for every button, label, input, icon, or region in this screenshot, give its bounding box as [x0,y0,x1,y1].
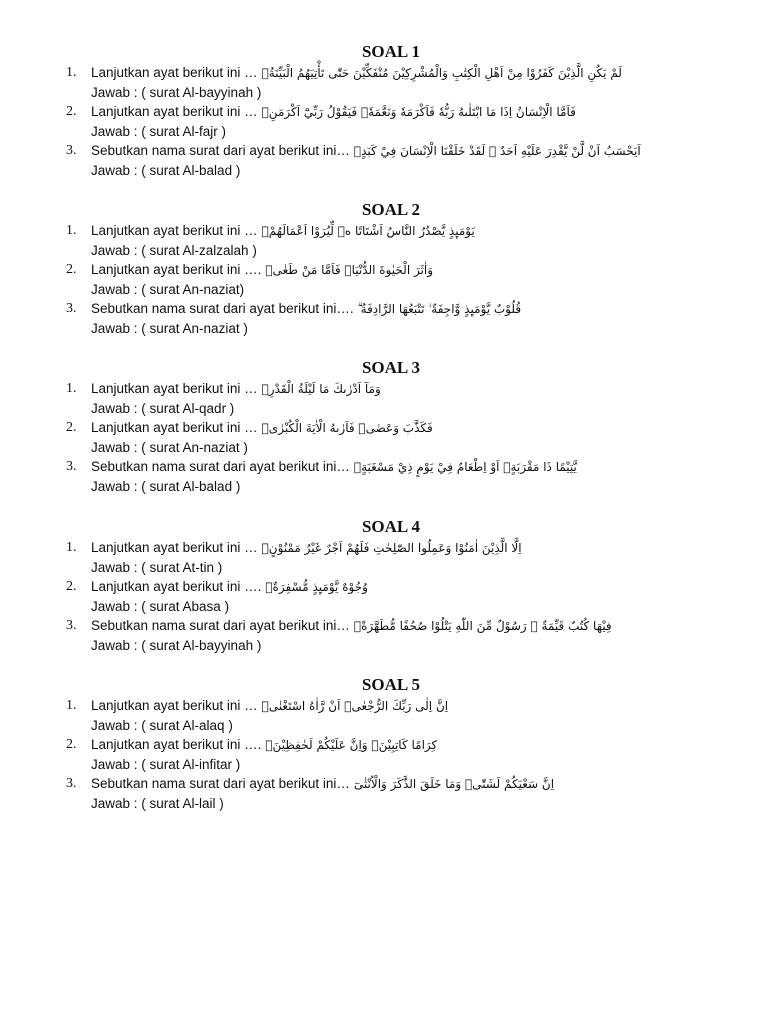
arabic-verse: اِنَّ اِلٰى رَبِّكَ الرُّجْعٰىۗ اَنْ رَّاٰهُ اسْتَغْنٰىۗ [261,699,449,713]
question-item [0,141,768,161]
question-text [91,735,437,755]
question-text [91,616,612,636]
section-title: SOAL 5 [361,675,421,694]
question-prompt: Lanjutkan ayat berikut ini … [91,540,258,555]
question-prompt: Lanjutkan ayat berikut ini …. [91,579,262,594]
arabic-verse: كِرَامًا كَاتِبِيْنَۙ وَاِنَّ عَلَيْكُمْ لَحٰفِظِيْنَۙ [265,738,438,752]
question-prompt: Sebutkan nama surat dari ayat berikut ini… [91,459,350,474]
question-number: 1. [66,65,77,80]
question-number: 2. [66,104,77,119]
arabic-verse: اِنَّ سَعْيَكُمْ لَشَتّٰىۗ وَمَا خَلَقَ الذَّكَرَ وَالْاُنْثٰىٓ [353,777,555,791]
question-prompt: Lanjutkan ayat berikut ini … [91,65,258,80]
question-item [0,102,768,122]
question-item [0,735,768,755]
answer-line: Jawab : ( surat Al-lail ) [91,796,224,811]
answer-line: Jawab : ( surat Al-infitar ) [91,757,241,772]
question-number: 3. [66,143,77,158]
answer-line: Jawab : ( surat Al-zalzalah ) [91,243,257,258]
question-prompt: Lanjutkan ayat berikut ini … [91,698,258,713]
question-text [91,299,521,319]
question-prompt: Lanjutkan ayat berikut ini …. [91,262,262,277]
question-prompt: Lanjutkan ayat berikut ini … [91,381,258,396]
question-text [91,379,381,399]
question-number: 2. [66,737,77,752]
question-number: 3. [66,776,77,791]
question-number: 2. [66,262,77,277]
arabic-verse: قُلُوْبٌ يَّوْمَىِٕذٍ وَّاجِفَةٌ ۙ تَتْبَعُهَا الرَّادِفَةُ ۗ [357,302,522,316]
question-number: 2. [66,579,77,594]
answer-line: Jawab : ( surat Al-qadr ) [91,401,235,416]
question-item [0,774,768,794]
arabic-verse: اِلَّا الَّذِيْنَ اٰمَنُوْا وَعَمِلُوا الصّٰلِحٰتِ فَلَهُمْ اَجْرٌ غَيْرُ مَمْنُوْنٍۗ [261,541,522,555]
question-text [91,538,522,558]
question-text [91,102,576,122]
answer-line: Jawab : ( surat Al-balad ) [91,163,241,178]
question-number: 1. [66,698,77,713]
question-item [0,577,768,597]
question-prompt: Sebutkan nama surat dari ayat berikut ini… [91,143,350,158]
arabic-verse: وَمَآ اَدْرٰىكَ مَا لَيْلَةُ الْقَدْرِۗ [261,382,381,396]
soal-section-1 [0,41,768,180]
question-item [0,299,768,319]
question-number: 2. [66,420,77,435]
question-text [91,260,433,280]
soal-section-5 [0,674,768,813]
soal-section-2 [0,199,768,338]
question-number: 1. [66,381,77,396]
arabic-verse: فِيْهَا كُتُبٌ قَيِّمَةٌ ۗ رَسُوْلٌ مِّنَ اللّٰهِ يَتْلُوْا صُحُفًا مُّطَهَّرَةًۙ [353,619,612,633]
question-prompt: Sebutkan nama surat dari ayat berikut ini… [91,776,350,791]
arabic-verse: فَاَمَّا الْاِنْسَانُ اِذَا مَا ابْتَلٰىهُ رَبُّهٗ فَاَكْرَمَهٗ وَنَعَّمَهٗۙ فَيَقُوْلُ رَبِّيْٓ اَكْرَمَنِۗ [261,105,576,119]
question-text [91,696,448,716]
answer-line: Jawab : ( surat At-tin ) [91,560,223,575]
question-text [91,774,554,794]
question-item [0,379,768,399]
question-number: 3. [66,618,77,633]
answer-line: Jawab : ( surat Al-bayyinah ) [91,85,262,100]
question-item [0,221,768,241]
question-number: 3. [66,459,77,474]
question-text [91,418,433,438]
arabic-verse: لَمْ يَكُنِ الَّذِيْنَ كَفَرُوْا مِنْ اَهْلِ الْكِتٰبِ وَالْمُشْرِكِيْنَ مُنْفَكِّيْنَ حَتّٰى تَأْتِيَهُمُ الْبَيِّنَةُۙ [261,66,622,80]
question-text [91,63,622,83]
section-title: SOAL 1 [361,42,421,61]
soal-section-4 [0,516,768,655]
question-prompt: Lanjutkan ayat berikut ini … [91,420,258,435]
question-item [0,63,768,83]
answer-line: Jawab : ( surat Al-fajr ) [91,124,227,139]
question-item [0,260,768,280]
question-number: 3. [66,301,77,316]
question-item [0,418,768,438]
question-text [91,221,475,241]
question-text [91,457,577,477]
arabic-verse: وُجُوْهٌ يَّوْمَىِٕذٍ مُّسْفِرَةٌۙ [265,580,368,594]
question-number: 1. [66,540,77,555]
arabic-verse: يَوْمَىِٕذٍ يَّصْدُرُ النَّاسُ اَشْتَاتًا ەۙ لِّيُرَوْا اَعْمَالَهُمْۗ [261,224,475,238]
question-text [91,141,641,161]
question-prompt: Sebutkan nama surat dari ayat berikut ini…. [91,301,354,316]
question-prompt: Sebutkan nama surat dari ayat berikut ini… [91,618,350,633]
question-prompt: Lanjutkan ayat berikut ini … [91,104,258,119]
answer-line: Jawab : ( surat An-naziat ) [91,321,248,336]
arabic-verse: يَّتِيْمًا ذَا مَقْرَبَةٍۙ اَوْ اِطْعَامٌ فِيْ يَوْمٍ ذِيْ مَسْغَبَةٍۙ [353,460,577,474]
soal-section-3 [0,357,768,496]
section-title: SOAL 3 [361,358,421,377]
answer-line: Jawab : ( surat Al-bayyinah ) [91,638,262,653]
section-title: SOAL 4 [361,517,421,536]
question-item [0,696,768,716]
question-prompt: Lanjutkan ayat berikut ini …. [91,737,262,752]
answer-line: Jawab : ( surat An-naziat) [91,282,245,297]
question-text [91,577,368,597]
section-title: SOAL 2 [361,200,421,219]
arabic-verse: فَكَذَّبَ وَعَصٰىۖ فَاَرٰىهُ الْاٰيَةَ الْكُبْرٰىۖ [261,421,433,435]
answer-line: Jawab : ( surat An-naziat ) [91,440,248,455]
arabic-verse: اَيَحْسَبُ اَنْ لَّنْ يَّقْدِرَ عَلَيْهِ اَحَدٌ ۘ لَقَدْ خَلَقْنَا الْاِنْسَانَ فِيْ كَبَدٍۗ [353,144,641,158]
answer-line: Jawab : ( surat Al-balad ) [91,479,241,494]
question-item [0,457,768,477]
question-number: 1. [66,223,77,238]
answer-line: Jawab : ( surat Abasa ) [91,599,230,614]
answer-line: Jawab : ( surat Al-alaq ) [91,718,233,733]
question-item [0,616,768,636]
arabic-verse: وَاٰثَرَ الْحَيٰوةَ الدُّنْيَاۙ فَاَمَّا مَنْ طَغٰىۙ [265,263,434,277]
question-prompt: Lanjutkan ayat berikut ini … [91,223,258,238]
question-item [0,538,768,558]
